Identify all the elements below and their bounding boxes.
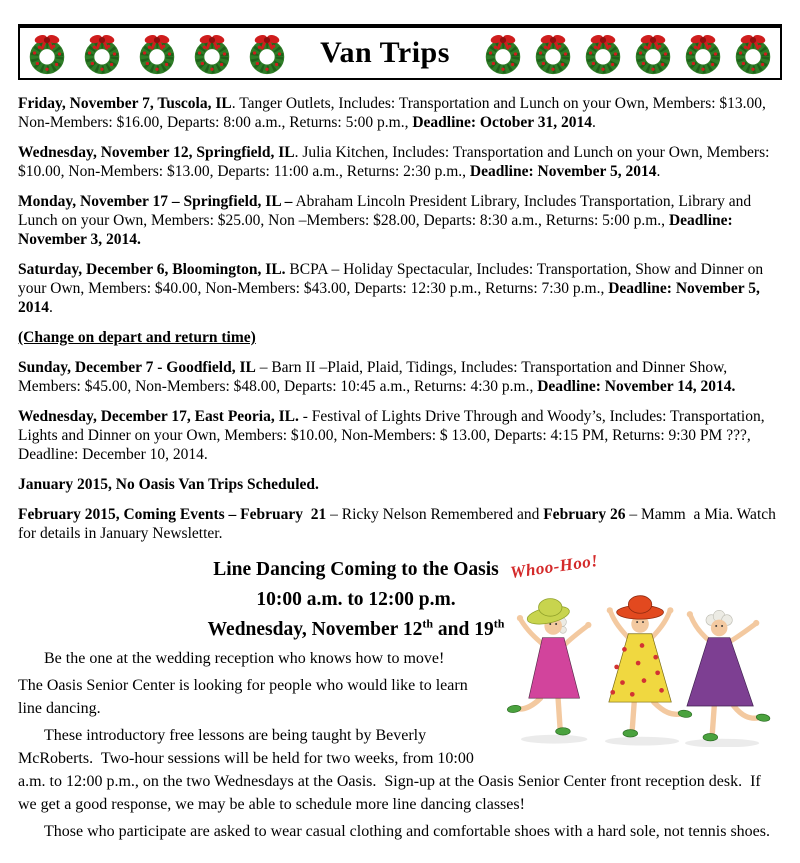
trip-text: – Mamm a Mia. Watch for details in January Newsletter. — [18, 506, 780, 542]
date-text: Wednesday, November 12 — [207, 619, 423, 640]
trip-text: . — [656, 163, 661, 180]
event-date: February 26 — [543, 506, 626, 523]
wreath-icon — [24, 30, 70, 76]
line-dancing-paragraph-1: Be the one at the wedding reception who knows how to move! — [44, 650, 445, 667]
page-title: Van Trips — [320, 36, 450, 69]
trip-lead: Saturday, December 6, Bloomington, IL. — [18, 261, 286, 278]
trip-lead: January 2015, No Oasis Van Trips Scheduled. — [18, 476, 319, 493]
line-dancing-section — [18, 550, 782, 847]
trip-lead: Wednesday, November 12, Springfield, IL — [18, 144, 295, 161]
wreath-row-left — [24, 30, 290, 76]
trip-lead: Wednesday, December 17, East Peoria, IL. — [18, 408, 299, 425]
line-dancing-time: 10:00 a.m. to 12:00 p.m. — [256, 589, 456, 610]
trip-text: – Ricky Nelson Remembered and — [326, 506, 544, 523]
trip-entry-springfield-julia-kitchen — [18, 143, 782, 181]
wreath-row-right — [480, 30, 776, 76]
trip-text: - Festival of Lights Drive Through and Woody’s, Includes: Transportation, Lights and Dinner on your Own, Members: $10.00, Non-Members: $ 13.00, Departs: 4:15 PM, Returns: 9:30 PM ???, Deadline: December 10, 2014. — [18, 408, 769, 463]
trip-entry-goodfield — [18, 358, 782, 396]
line-dancing-paragraph-3: These introductory free lessons are being taught by Beverly McRoberts. Two-hour sessions will be held for two weeks, from 10:00 a.m. to 12:00 p.m., on the two Wednesdays at the Oasis. Sign-up at the Oasis Senior Center front reception desk. If we get a good response, we may be able to schedule more line dancing classes! — [18, 727, 765, 813]
january-no-trips-note — [18, 475, 782, 494]
wreath-icon — [630, 30, 676, 76]
line-dancing-title: Line Dancing Coming to the Oasis — [213, 559, 499, 580]
date-text: and 19 — [433, 619, 494, 640]
trip-entry-tuscola — [18, 94, 782, 132]
trip-lead: Sunday, December 7 - Goodfield, IL — [18, 359, 256, 376]
trip-text: . — [592, 114, 596, 131]
trip-text: – Barn II –Plaid, Plaid, Tidings, Includes: Transportation and Dinner Show, Members: $45.00, Non-Members: $48.00, Departs: 10:45 a.m., Returns: 4:30 p.m., — [18, 359, 732, 395]
ordinal-suffix: th — [422, 616, 433, 631]
trip-lead: Monday, November 17 – Springfield, IL – — [18, 193, 293, 210]
line-dancing-paragraph-2: The Oasis Senior Center is looking for people who would like to learn line dancing. — [18, 677, 472, 717]
wreath-icon — [480, 30, 526, 76]
wreath-icon — [580, 30, 626, 76]
trip-deadline: Deadline: October 31, 2014 — [412, 114, 593, 131]
schedule-change-text: (Change on depart and return time) — [18, 329, 256, 346]
trip-text: . Julia Kitchen, Includes: Transportation and Lunch on your Own, Members: $10.00, Non-Members: $13.00, Departs: 11:00 a.m., Returns: 2:30 p.m., — [18, 144, 774, 180]
trip-deadline: Deadline: November 3, 2014. — [18, 212, 737, 248]
february-coming-events-note — [18, 505, 782, 543]
wreath-icon — [680, 30, 726, 76]
trip-text: . — [49, 299, 53, 316]
wreath-icon — [189, 30, 235, 76]
ordinal-suffix: th — [493, 616, 505, 631]
wreath-icon — [134, 30, 180, 76]
trip-lead: February 2015, Coming Events – February 21 — [18, 506, 327, 523]
van-trips-banner — [18, 24, 782, 80]
trip-lead: Friday, November 7, Tuscola, IL — [18, 95, 232, 112]
trip-entry-springfield-lincoln-library — [18, 192, 782, 249]
trip-deadline: Deadline: November 5, 2014 — [18, 280, 764, 316]
trip-text: Abraham Lincoln President Library, Includes Transportation, Library and Lunch on your Own, Members: $25.00, Non –Members: $28.00, Departs: 8:30 a.m., Returns: 5:00 p.m., — [18, 193, 756, 229]
line-dancing-paragraph-4: Those who participate are asked to wear casual clothing and comfortable shoes with a hard sole, not tennis shoes. — [44, 823, 770, 840]
wreath-icon — [530, 30, 576, 76]
trip-text: BCPA – Holiday Spectacular, Includes: Transportation, Show and Dinner on your Own, Members: $40.00, Non-Members: $43.00, Departs: 12:30 p.m., Returns: 7:30 p.m., — [18, 261, 767, 297]
van-trips-list — [18, 94, 782, 543]
wreath-icon — [79, 30, 125, 76]
trip-text: . Tanger Outlets, Includes: Transportation and Lunch on your Own, Members: $13.00, Non-Members: $16.00, Departs: 8:00 a.m., Returns: 5:00 p.m., — [18, 95, 770, 131]
trip-deadline: Deadline: November 14, 2014. — [537, 378, 736, 395]
wreath-icon — [244, 30, 290, 76]
line-dancing-date — [118, 617, 800, 643]
trip-deadline: Deadline: November 5, 2014 — [469, 163, 657, 180]
whoo-hoo-caption: Whoo-Hoo! — [509, 550, 600, 583]
schedule-change-note — [18, 328, 782, 347]
wreath-icon — [730, 30, 776, 76]
trip-entry-east-peoria — [18, 407, 782, 464]
line-dancing-illustration — [504, 550, 782, 747]
trip-entry-bloomington — [18, 260, 782, 317]
